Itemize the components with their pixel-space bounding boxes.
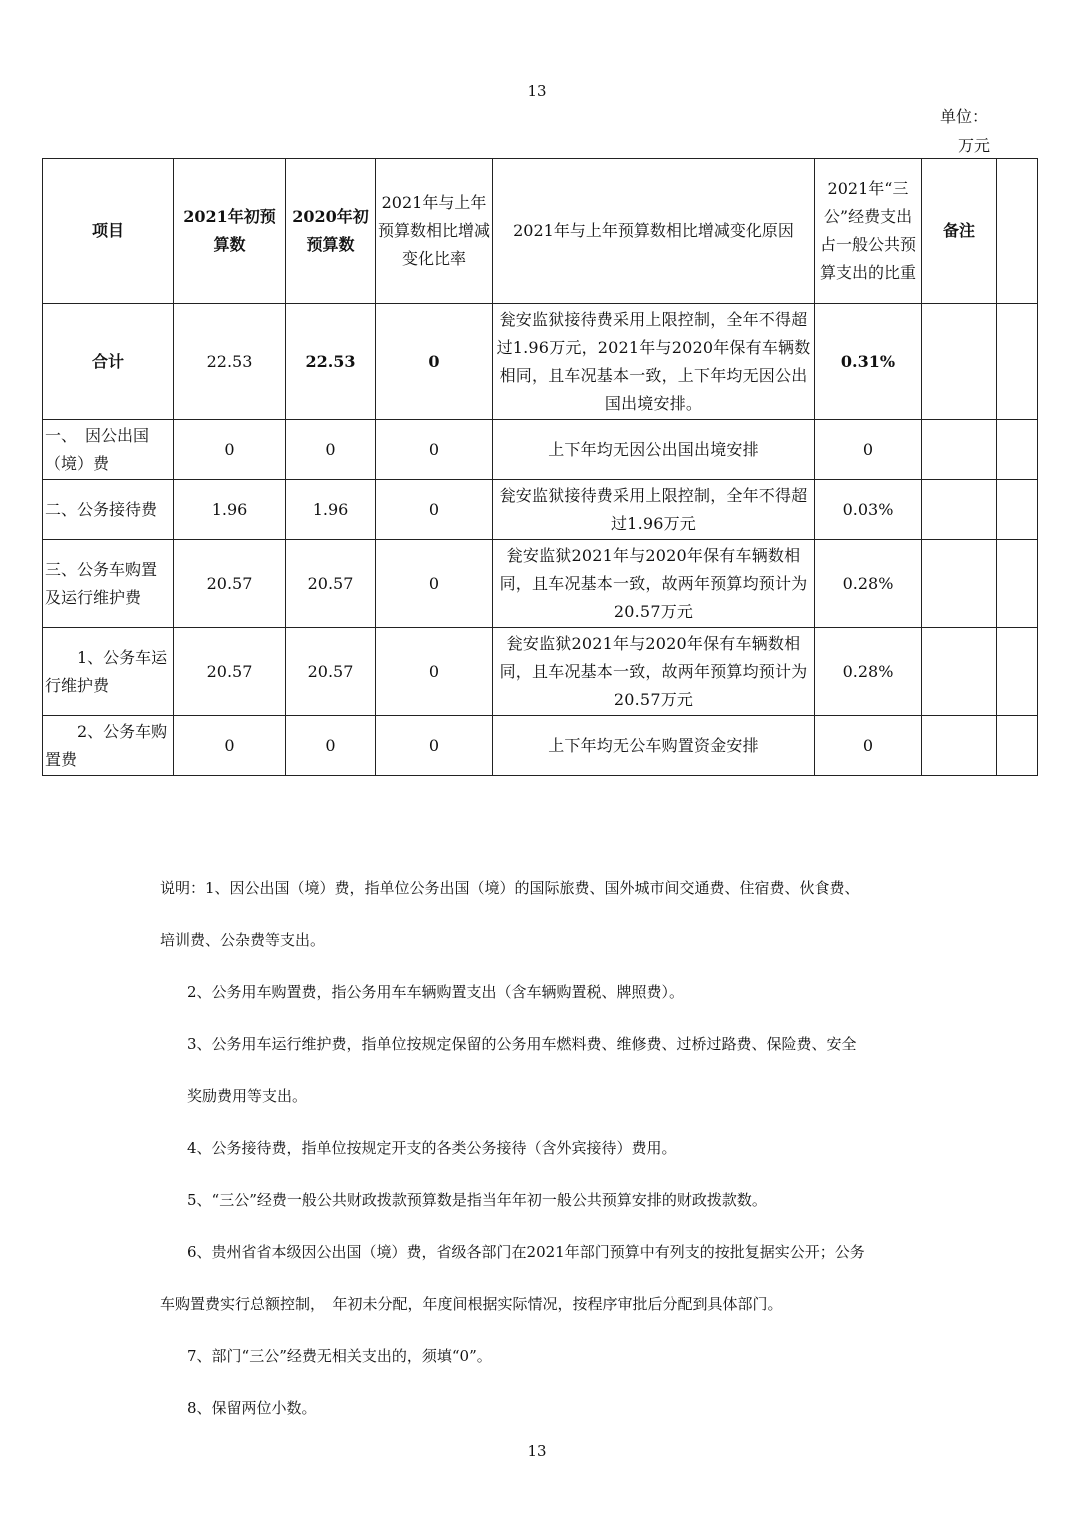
cell-note [922,716,997,776]
unit-label: 单位： [940,107,989,126]
cell-extra [997,716,1038,776]
cell-note [922,540,997,628]
cell-reason: 上下年均无公车购置资金安排 [493,716,815,776]
cell-item: 1、公务车运行维护费 [43,628,174,716]
cell-share: 0.03% [815,480,922,540]
cell-reason: 瓮安监狱2021年与2020年保有车辆数相同，且车况基本一致，故两年预算均预计为20.57万元 [493,628,815,716]
cell-item: 一、 因公出国（境）费 [43,420,174,480]
cell-2021-budget: 0 [174,716,286,776]
note-line: 3、公务用车运行维护费，指单位按规定保留的公务用车燃料费、维修费、过桥过路费、保险费、安全 [187,1035,857,1053]
note-line: 说明：1、因公出国（境）费，指单位公务出国（境）的国际旅费、国外城市间交通费、住宿费、伙食费、 [160,879,860,897]
cell-ratio: 0 [376,540,493,628]
page-number-bottom: 13 [527,1442,547,1460]
cell-2021-budget: 20.57 [174,540,286,628]
header-share: 2021年“三公”经费支出占一般公共预算支出的比重 [815,159,922,304]
note-line: 车购置费实行总额控制， 年初未分配，年度间根据实际情况，按程序审批后分配到具体部门。 [160,1295,783,1313]
cell-2021-budget: 1.96 [174,480,286,540]
note-line: 4、公务接待费，指单位按规定开支的各类公务接待（含外宾接待）费用。 [187,1139,677,1157]
cell-ratio: 0 [376,480,493,540]
note-line: 8、保留两位小数。 [187,1399,317,1417]
note-line: 5、“三公”经费一般公共财政拨款预算数是指当年年初一般公共预算安排的财政拨款数。 [187,1191,767,1209]
cell-note [922,480,997,540]
cell-2020-budget: 0 [286,420,376,480]
cell-extra [997,480,1038,540]
cell-2020-budget: 22.53 [286,304,376,420]
notes-section [160,862,920,1434]
header-item: 项目 [43,159,174,304]
cell-item: 三、公务车购置及运行维护费 [43,540,174,628]
cell-extra [997,540,1038,628]
cell-extra [997,420,1038,480]
header-2020-budget: 2020年初预算数 [286,159,376,304]
cell-reason: 上下年均无因公出国出境安排 [493,420,815,480]
table-row [43,480,1038,540]
table-row-total [43,304,1038,420]
cell-ratio: 0 [376,628,493,716]
cell-2020-budget: 20.57 [286,540,376,628]
table-row [43,420,1038,480]
header-note: 备注 [922,159,997,304]
table-row [43,628,1038,716]
cell-note [922,628,997,716]
cell-share: 0.28% [815,628,922,716]
unit-value: 万元 [958,136,991,155]
cell-extra [997,304,1038,420]
cell-ratio: 0 [376,716,493,776]
cell-share: 0.28% [815,540,922,628]
note-line: 2、公务用车购置费，指公务用车车辆购置支出（含车辆购置税、牌照费）。 [187,983,685,1001]
header-2021-budget: 2021年初预算数 [174,159,286,304]
cell-share: 0 [815,420,922,480]
cell-share: 0.31% [815,304,922,420]
page-number-top: 13 [527,82,547,100]
header-change-reason: 2021年与上年预算数相比增减变化原因 [493,159,815,304]
note-line: 7、部门“三公”经费无相关支出的，须填“0”。 [187,1347,492,1365]
cell-note [922,420,997,480]
cell-reason: 瓮安监狱接待费采用上限控制，全年不得超过1.96万元，2021年与2020年保有车辆数相同，且车况基本一致，上下年均无因公出国出境安排。 [493,304,815,420]
cell-note [922,304,997,420]
note-line: 培训费、公杂费等支出。 [160,931,326,949]
table-row [43,540,1038,628]
budget-table [42,158,1038,776]
table-row [43,716,1038,776]
cell-2020-budget: 20.57 [286,628,376,716]
cell-item: 二、公务接待费 [43,480,174,540]
note-line: 6、贵州省省本级因公出国（境）费，省级各部门在2021年部门预算中有列支的按批复据实公开；公务 [187,1243,865,1261]
cell-item: 合计 [43,304,174,420]
cell-share: 0 [815,716,922,776]
note-line: 奖励费用等支出。 [187,1087,308,1105]
cell-2021-budget: 20.57 [174,628,286,716]
header-extra [997,159,1038,304]
cell-reason: 瓮安监狱2021年与2020年保有车辆数相同，且车况基本一致，故两年预算均预计为20.57万元 [493,540,815,628]
cell-extra [997,628,1038,716]
cell-reason: 瓮安监狱接待费采用上限控制，全年不得超过1.96万元 [493,480,815,540]
cell-2020-budget: 0 [286,716,376,776]
header-change-ratio: 2021年与上年预算数相比增减变化比率 [376,159,493,304]
cell-2021-budget: 0 [174,420,286,480]
cell-2020-budget: 1.96 [286,480,376,540]
cell-2021-budget: 22.53 [174,304,286,420]
table-header-row [43,159,1038,304]
cell-ratio: 0 [376,304,493,420]
cell-ratio: 0 [376,420,493,480]
cell-item: 2、公务车购置费 [43,716,174,776]
